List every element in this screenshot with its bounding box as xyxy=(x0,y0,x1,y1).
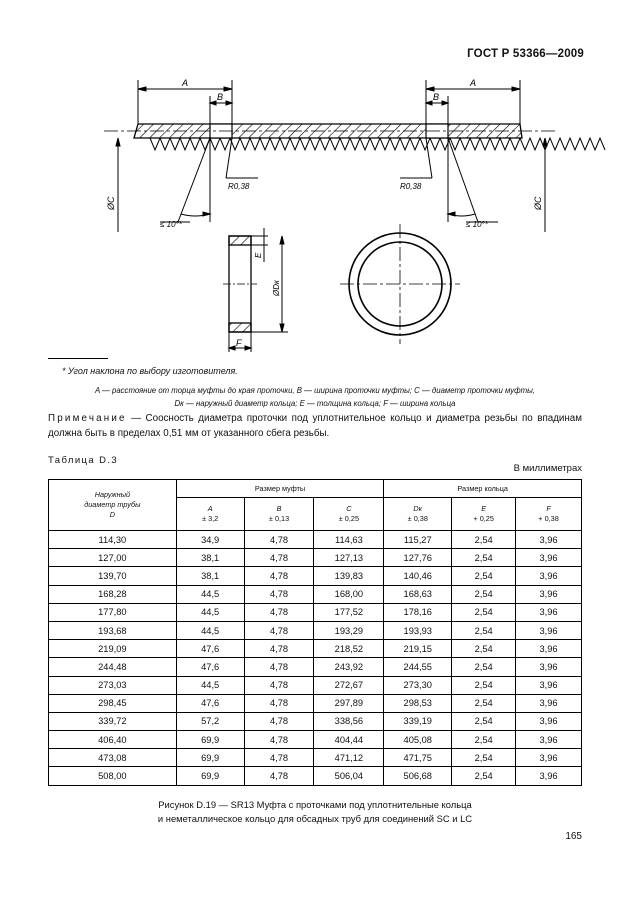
footnote-rule xyxy=(48,358,108,359)
figure-caption-line-2: и неметаллическое кольцо для обсадных труб для соединений SC и LC xyxy=(157,813,473,824)
table-row xyxy=(49,658,582,676)
table-cell: 127,00 xyxy=(49,549,177,567)
table-cell: 3,96 xyxy=(516,640,582,658)
table-cell: 168,00 xyxy=(314,585,384,603)
table-cell: 4,78 xyxy=(244,676,314,694)
table-cell: 47,6 xyxy=(176,658,244,676)
table-cell: 168,63 xyxy=(384,585,452,603)
radius-left: R0,38 xyxy=(228,182,250,191)
table-cell: 2,54 xyxy=(452,621,516,639)
table-cell: 3,96 xyxy=(516,621,582,639)
table-cell: 38,1 xyxy=(176,567,244,585)
table-cell: 4,78 xyxy=(244,603,314,621)
table-cell: 273,30 xyxy=(384,676,452,694)
table-cell: 177,80 xyxy=(49,603,177,621)
table-cell: 47,6 xyxy=(176,694,244,712)
thread-teeth xyxy=(150,138,605,150)
table-cell: 2,54 xyxy=(452,603,516,621)
table-cell: 272,67 xyxy=(314,676,384,694)
figure-caption-line-1: Рисунок D.19 — SR13 Муфта с проточками под уплотнительные кольца xyxy=(158,799,472,810)
table-cell: 44,5 xyxy=(176,603,244,621)
table-cell: 508,00 xyxy=(49,767,177,785)
table-cell: 4,78 xyxy=(244,549,314,567)
note-prefix: Примечание xyxy=(48,413,127,424)
table-cell: 193,29 xyxy=(314,621,384,639)
table-cell: 404,44 xyxy=(314,731,384,749)
group-ring: Размер кольца xyxy=(384,480,582,498)
table-cell: 471,75 xyxy=(384,749,452,767)
col-f: F + 0,38 xyxy=(516,498,582,531)
table-row xyxy=(49,603,582,621)
table-cell: 2,54 xyxy=(452,712,516,730)
table-cell: 57,2 xyxy=(176,712,244,730)
table-cell: 506,68 xyxy=(384,767,452,785)
table-cell: 2,54 xyxy=(452,531,516,549)
label-b-left: B xyxy=(217,92,224,102)
table-units: В миллиметрах xyxy=(513,463,582,474)
table-cell: 273,03 xyxy=(49,676,177,694)
table-cell: 4,78 xyxy=(244,731,314,749)
table-cell: 3,96 xyxy=(516,676,582,694)
table-cell: 3,96 xyxy=(516,749,582,767)
label-a-right: A xyxy=(470,78,477,88)
table-cell: 4,78 xyxy=(244,658,314,676)
table-cell: 2,54 xyxy=(452,767,516,785)
table-cell: 218,52 xyxy=(314,640,384,658)
table-cell: 473,08 xyxy=(49,749,177,767)
table-cell: 3,96 xyxy=(516,531,582,549)
table-cell: 2,54 xyxy=(452,694,516,712)
table-cell: 4,78 xyxy=(244,749,314,767)
table-cell: 4,78 xyxy=(244,712,314,730)
table-cell: 69,9 xyxy=(176,767,244,785)
table-cell: 406,40 xyxy=(49,731,177,749)
table-cell: 4,78 xyxy=(244,767,314,785)
table-cell: 298,45 xyxy=(49,694,177,712)
table-row xyxy=(49,767,582,785)
angle-left: ≤ 10°* xyxy=(160,220,182,229)
table-cell: 69,9 xyxy=(176,731,244,749)
note xyxy=(48,411,582,441)
table-cell: 339,19 xyxy=(384,712,452,730)
table-cell: 69,9 xyxy=(176,749,244,767)
table-row xyxy=(49,749,582,767)
table-cell: 3,96 xyxy=(516,603,582,621)
table-row xyxy=(49,585,582,603)
label-a-left: A xyxy=(182,78,189,88)
table-cell: 4,78 xyxy=(244,567,314,585)
standard-header: ГОСТ Р 53366—2009 xyxy=(467,48,584,60)
table-cell: 38,1 xyxy=(176,549,244,567)
table-cell: 338,56 xyxy=(314,712,384,730)
ring-f-label: F xyxy=(236,338,242,348)
table-cell: 2,54 xyxy=(452,585,516,603)
col-dk: Dк ± 0,38 xyxy=(384,498,452,531)
legend-line-2: Dк — наружный диаметр кольца; E — толщина кольца; F — ширина кольца xyxy=(174,399,456,408)
table-body xyxy=(49,531,582,786)
angle-right: ≤ 10°* xyxy=(466,220,488,229)
table-cell: 243,92 xyxy=(314,658,384,676)
table-cell: 114,30 xyxy=(49,531,177,549)
table-cell: 114,63 xyxy=(314,531,384,549)
table-cell: 297,89 xyxy=(314,694,384,712)
ring-dk-label: ØDк xyxy=(272,280,281,296)
table-cell: 244,55 xyxy=(384,658,452,676)
table-row xyxy=(49,567,582,585)
table-cell: 177,52 xyxy=(314,603,384,621)
table-cell: 219,15 xyxy=(384,640,452,658)
table-row xyxy=(49,621,582,639)
table-cell: 4,78 xyxy=(244,621,314,639)
table-row xyxy=(49,640,582,658)
table-row xyxy=(49,531,582,549)
page-number: 165 xyxy=(565,831,582,842)
legend-line-1: A — расстояние от торца муфты до края проточки, B — ширина проточки муфты; C — диаметр проточки муфты, xyxy=(94,386,536,395)
table-cell: 3,96 xyxy=(516,549,582,567)
table-cell: 4,78 xyxy=(244,694,314,712)
table-cell: 139,70 xyxy=(49,567,177,585)
table-cell: 4,78 xyxy=(244,531,314,549)
table-cell: 34,9 xyxy=(176,531,244,549)
col-e: E + 0,25 xyxy=(452,498,516,531)
table-cell: 2,54 xyxy=(452,567,516,585)
table-cell: 3,96 xyxy=(516,767,582,785)
table-cell: 4,78 xyxy=(244,640,314,658)
footnote: * Угол наклона по выбору изготовителя. xyxy=(62,366,238,376)
table-cell: 2,54 xyxy=(452,676,516,694)
radius-right: R0,38 xyxy=(400,182,422,191)
table-cell: 339,72 xyxy=(49,712,177,730)
label-b-right: B xyxy=(433,92,440,102)
technical-drawing xyxy=(0,0,630,360)
legend xyxy=(48,384,582,410)
table-row xyxy=(49,694,582,712)
table-cell: 2,54 xyxy=(452,549,516,567)
table-caption: Таблица D.3 xyxy=(48,455,119,466)
table-cell: 471,12 xyxy=(314,749,384,767)
diameter-c-left: ØC xyxy=(106,196,116,210)
table-cell: 139,83 xyxy=(314,567,384,585)
table-cell: 3,96 xyxy=(516,585,582,603)
col-c: C ± 0,25 xyxy=(314,498,384,531)
table-cell: 4,78 xyxy=(244,585,314,603)
table-cell: 3,96 xyxy=(516,658,582,676)
table-row xyxy=(49,731,582,749)
table-cell: 47,6 xyxy=(176,640,244,658)
table-cell: 44,5 xyxy=(176,585,244,603)
table-cell: 3,96 xyxy=(516,712,582,730)
table-cell: 140,46 xyxy=(384,567,452,585)
table-cell: 127,76 xyxy=(384,549,452,567)
table-cell: 2,54 xyxy=(452,658,516,676)
table-cell: 168,28 xyxy=(49,585,177,603)
table-cell: 2,54 xyxy=(452,640,516,658)
table-cell: 405,08 xyxy=(384,731,452,749)
table-cell: 193,68 xyxy=(49,621,177,639)
table-cell: 2,54 xyxy=(452,731,516,749)
table-row xyxy=(49,676,582,694)
table-cell: 44,5 xyxy=(176,621,244,639)
table-cell: 219,09 xyxy=(49,640,177,658)
table-cell: 3,96 xyxy=(516,694,582,712)
table-row xyxy=(49,712,582,730)
col-a: A ± 3,2 xyxy=(176,498,244,531)
table-cell: 44,5 xyxy=(176,676,244,694)
table-cell: 3,96 xyxy=(516,731,582,749)
col-b: B ± 0,13 xyxy=(244,498,314,531)
dimensions-table xyxy=(48,479,582,786)
table-cell: 115,27 xyxy=(384,531,452,549)
diameter-c-right: ØC xyxy=(533,196,543,210)
table-cell: 178,16 xyxy=(384,603,452,621)
table-cell: 244,48 xyxy=(49,658,177,676)
note-text: — Соосность диаметра проточки под уплотнительное кольцо и диаметра резьбы по впадинам должна быть в пределах 0,51 мм от указанного сбега резьбы. xyxy=(48,413,582,439)
group-coupling: Размер муфты xyxy=(176,480,384,498)
col-pipe-diameter: Наружный диаметр трубы D xyxy=(49,480,177,531)
table-cell: 2,54 xyxy=(452,749,516,767)
table-cell: 506,04 xyxy=(314,767,384,785)
table-cell: 298,53 xyxy=(384,694,452,712)
table-cell: 127,13 xyxy=(314,549,384,567)
table-row xyxy=(49,549,582,567)
table-cell: 3,96 xyxy=(516,567,582,585)
ring-e-label: E xyxy=(254,252,263,258)
table-cell: 193,93 xyxy=(384,621,452,639)
